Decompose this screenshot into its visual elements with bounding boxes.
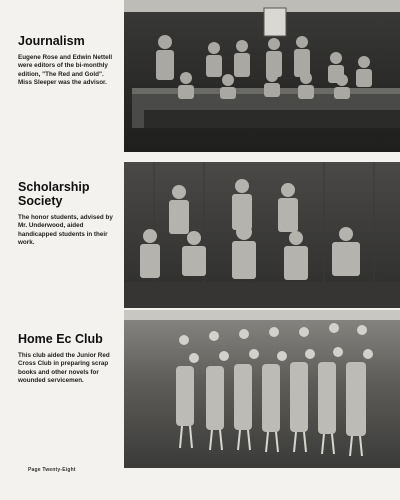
journalism-section bbox=[0, 0, 400, 152]
home-ec-photo bbox=[124, 310, 400, 468]
journalism-text: Eugene Rose and Edwin Nettell were editors of the bi-monthly edition, "The Red and Gold". Miss Sleeper was the advisor. bbox=[18, 54, 113, 87]
page-number: Page Twenty-Eight bbox=[28, 467, 76, 473]
home-ec-section bbox=[0, 310, 400, 470]
home-ec-title: Home Ec Club bbox=[18, 332, 103, 346]
home-ec-caption bbox=[18, 332, 116, 386]
home-ec-text: This club aided the Junior Red Cross Club in preparing scrap books and other novels for wounded servicemen. bbox=[18, 352, 110, 385]
journalism-photo bbox=[124, 0, 400, 152]
journalism-title: Journalism bbox=[18, 34, 85, 48]
scholarship-title: Scholarship Society bbox=[18, 180, 90, 208]
scholarship-caption bbox=[18, 180, 116, 248]
scholarship-section bbox=[0, 152, 400, 310]
scholarship-text: The honor students, advised by Mr. Underwood, aided handicapped students in their work. bbox=[18, 214, 113, 247]
journalism-caption bbox=[18, 34, 116, 88]
scholarship-photo bbox=[124, 162, 400, 308]
